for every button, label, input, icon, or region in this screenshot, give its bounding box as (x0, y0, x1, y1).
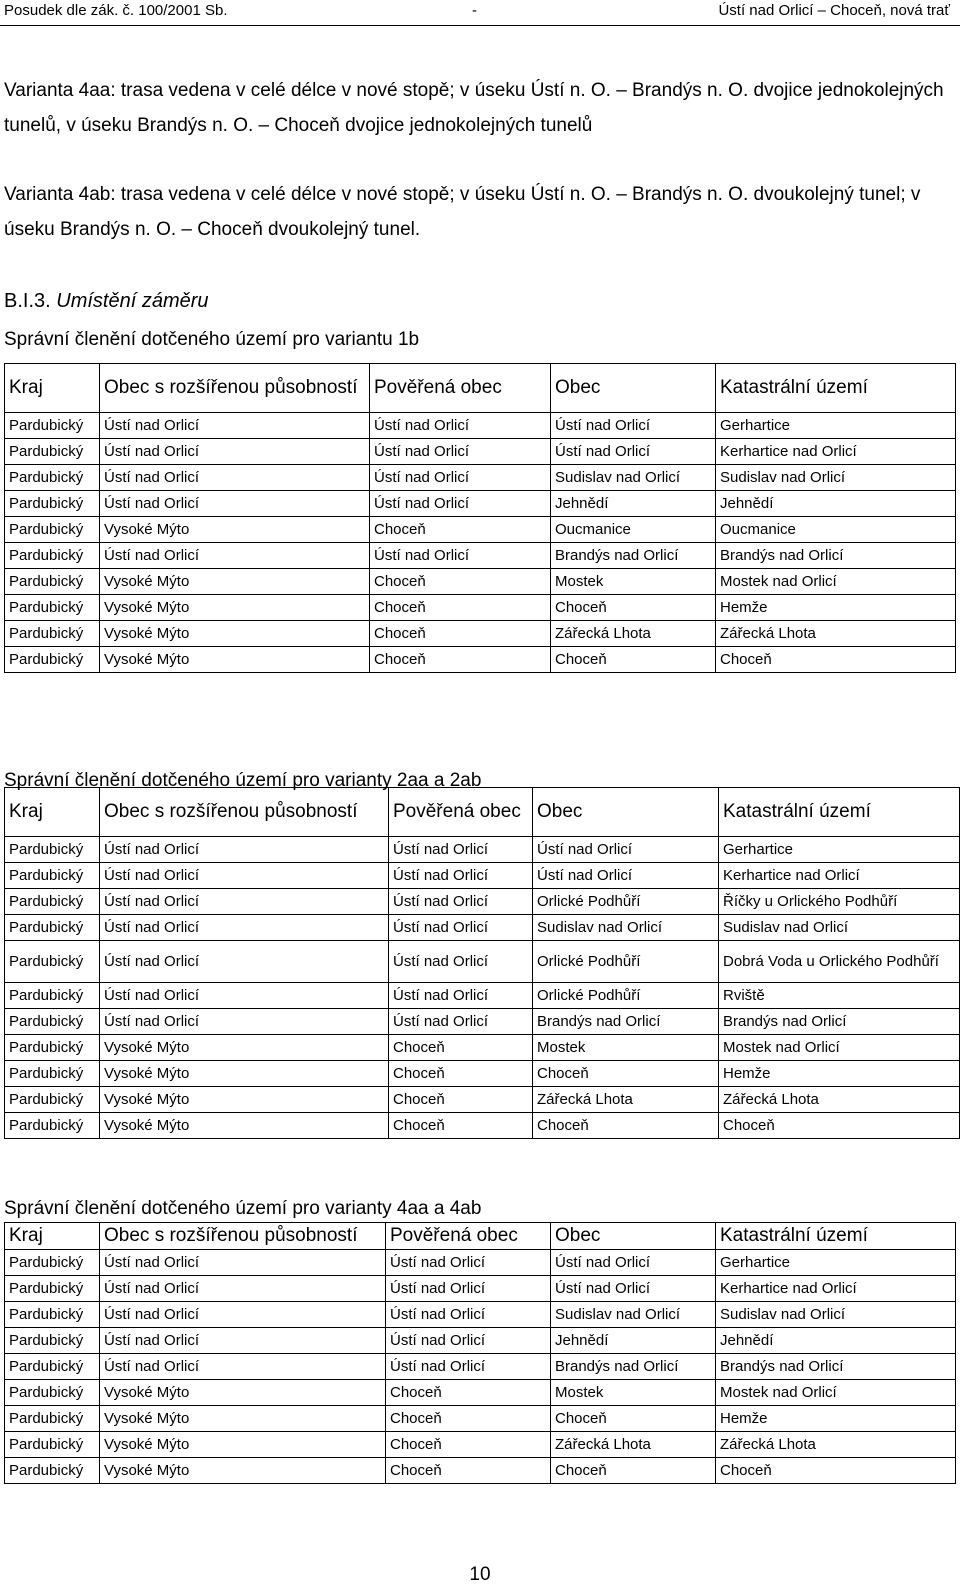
cell-obec: Ústí nad Orlicí (551, 439, 716, 465)
cell-orp: Vysoké Mýto (100, 1380, 386, 1406)
table-row (5, 1354, 956, 1380)
cell-katastralni-uzemi: Říčky u Orlického Podhůří (719, 889, 960, 915)
cell-kraj: Pardubický (5, 1328, 100, 1354)
cell-kraj: Pardubický (5, 1009, 100, 1035)
table-variant-1b (4, 363, 956, 673)
cell-poverena-obec: Ústí nad Orlicí (386, 1276, 551, 1302)
table-caption-1b: Správní členění dotčeného území pro variantu 1b (4, 329, 420, 350)
column-header-katastralni-uzemi: Katastrální území (716, 1223, 956, 1250)
table-row (5, 1113, 960, 1139)
cell-obec: Zářecká Lhota (533, 1087, 719, 1113)
cell-kraj: Pardubický (5, 1458, 100, 1484)
table-row (5, 983, 960, 1009)
cell-kraj: Pardubický (5, 863, 100, 889)
table-row (5, 1035, 960, 1061)
cell-obec: Sudislav nad Orlicí (533, 915, 719, 941)
cell-kraj: Pardubický (5, 569, 100, 595)
cell-katastralni-uzemi: Hemže (716, 595, 956, 621)
table-row (5, 1458, 956, 1484)
cell-orp: Ústí nad Orlicí (100, 1302, 386, 1328)
cell-orp: Ústí nad Orlicí (100, 915, 389, 941)
cell-obec: Brandýs nad Orlicí (533, 1009, 719, 1035)
column-header-poverena-obec: Pověřená obec (386, 1223, 551, 1250)
cell-poverena-obec: Ústí nad Orlicí (370, 543, 551, 569)
table-row (5, 1061, 960, 1087)
cell-obec: Orlické Podhůří (533, 983, 719, 1009)
cell-poverena-obec: Choceň (370, 517, 551, 543)
cell-orp: Ústí nad Orlicí (100, 889, 389, 915)
cell-kraj: Pardubický (5, 1061, 100, 1087)
cell-poverena-obec: Choceň (370, 647, 551, 673)
cell-kraj: Pardubický (5, 889, 100, 915)
cell-orp: Vysoké Mýto (100, 1061, 389, 1087)
cell-katastralni-uzemi: Brandýs nad Orlicí (719, 1009, 960, 1035)
cell-poverena-obec: Choceň (370, 621, 551, 647)
cell-poverena-obec: Ústí nad Orlicí (386, 1328, 551, 1354)
paragraph-variant-4aa: Varianta 4aa: trasa vedena v celé délce v nové stopě; v úseku Ústí n. O. – Brandýs n. O. dvojice jednokolejných tunelů, v úseku Brandýs n. O. – Choceň dvojice jednokolejných tunelů (4, 80, 944, 136)
cell-poverena-obec: Choceň (386, 1380, 551, 1406)
table-caption-4aa-4ab: Správní členění dotčeného území pro varianty 4aa a 4ab (4, 1198, 482, 1219)
table-row (5, 1087, 960, 1113)
cell-orp: Ústí nad Orlicí (100, 1354, 386, 1380)
cell-obec: Ústí nad Orlicí (533, 863, 719, 889)
section-number: B.I.3. (4, 290, 51, 312)
table-header-row (5, 364, 956, 413)
cell-katastralni-uzemi: Jehnědí (716, 1328, 956, 1354)
section-heading (4, 288, 209, 314)
cell-orp: Vysoké Mýto (100, 517, 370, 543)
table-row (5, 1380, 956, 1406)
cell-orp: Vysoké Mýto (100, 1432, 386, 1458)
cell-orp: Ústí nad Orlicí (100, 543, 370, 569)
cell-katastralni-uzemi: Zářecká Lhota (719, 1087, 960, 1113)
cell-kraj: Pardubický (5, 621, 100, 647)
cell-kraj: Pardubický (5, 413, 100, 439)
cell-orp: Vysoké Mýto (100, 621, 370, 647)
cell-obec: Oucmanice (551, 517, 716, 543)
cell-kraj: Pardubický (5, 941, 100, 983)
cell-poverena-obec: Choceň (386, 1406, 551, 1432)
cell-orp: Ústí nad Orlicí (100, 863, 389, 889)
header-project-title: Ústí nad Orlicí – Choceň, nová trať (718, 2, 950, 19)
table-header-row (5, 1223, 956, 1250)
cell-katastralni-uzemi: Rviště (719, 983, 960, 1009)
cell-poverena-obec: Ústí nad Orlicí (370, 465, 551, 491)
paragraph-variant-4ab: Varianta 4ab: trasa vedena v celé délce v nové stopě; v úseku Ústí n. O. – Brandýs n. O. dvoukolejný tunel; v úseku Brandýs n. O. – Choceň dvoukolejný tunel. (4, 184, 921, 240)
cell-kraj: Pardubický (5, 915, 100, 941)
cell-katastralni-uzemi: Choceň (719, 1113, 960, 1139)
page-header (0, 0, 960, 26)
table-row (5, 491, 956, 517)
page-number: 10 (469, 1564, 491, 1585)
cell-katastralni-uzemi: Zářecká Lhota (716, 621, 956, 647)
table-row (5, 941, 960, 983)
table-row (5, 889, 960, 915)
cell-obec: Orlické Podhůří (533, 941, 719, 983)
table-row (5, 915, 960, 941)
header-rule (0, 25, 960, 26)
cell-obec: Jehnědí (551, 491, 716, 517)
cell-katastralni-uzemi: Brandýs nad Orlicí (716, 1354, 956, 1380)
cell-obec: Choceň (551, 1406, 716, 1432)
cell-obec: Choceň (551, 1458, 716, 1484)
cell-obec: Zářecká Lhota (551, 621, 716, 647)
cell-katastralni-uzemi: Hemže (716, 1406, 956, 1432)
table-row (5, 1276, 956, 1302)
table-row (5, 595, 956, 621)
cell-katastralni-uzemi: Brandýs nad Orlicí (716, 543, 956, 569)
cell-poverena-obec: Ústí nad Orlicí (389, 941, 533, 983)
cell-katastralni-uzemi: Oucmanice (716, 517, 956, 543)
cell-poverena-obec: Ústí nad Orlicí (389, 983, 533, 1009)
cell-poverena-obec: Ústí nad Orlicí (389, 1009, 533, 1035)
cell-katastralni-uzemi: Sudislav nad Orlicí (716, 1302, 956, 1328)
cell-orp: Ústí nad Orlicí (100, 983, 389, 1009)
cell-katastralni-uzemi: Jehnědí (716, 491, 956, 517)
cell-kraj: Pardubický (5, 465, 100, 491)
cell-poverena-obec: Choceň (386, 1432, 551, 1458)
cell-katastralni-uzemi: Gerhartice (716, 413, 956, 439)
cell-orp: Vysoké Mýto (100, 1035, 389, 1061)
section-title: Umístění záměru (56, 290, 209, 312)
cell-kraj: Pardubický (5, 543, 100, 569)
cell-poverena-obec: Ústí nad Orlicí (370, 491, 551, 517)
cell-kraj: Pardubický (5, 837, 100, 863)
cell-poverena-obec: Ústí nad Orlicí (370, 439, 551, 465)
cell-poverena-obec: Choceň (389, 1061, 533, 1087)
table-row (5, 647, 956, 673)
cell-kraj: Pardubický (5, 1035, 100, 1061)
table-row (5, 1302, 956, 1328)
cell-katastralni-uzemi: Gerhartice (719, 837, 960, 863)
cell-poverena-obec: Ústí nad Orlicí (386, 1250, 551, 1276)
cell-orp: Vysoké Mýto (100, 1113, 389, 1139)
table-row (5, 1250, 956, 1276)
cell-kraj: Pardubický (5, 1276, 100, 1302)
cell-obec: Choceň (551, 647, 716, 673)
cell-orp: Vysoké Mýto (100, 569, 370, 595)
cell-poverena-obec: Choceň (386, 1458, 551, 1484)
table-row (5, 517, 956, 543)
cell-poverena-obec: Choceň (389, 1035, 533, 1061)
cell-poverena-obec: Ústí nad Orlicí (370, 413, 551, 439)
column-header-obec: Obec (551, 364, 716, 413)
cell-kraj: Pardubický (5, 1250, 100, 1276)
cell-kraj: Pardubický (5, 647, 100, 673)
cell-orp: Vysoké Mýto (100, 647, 370, 673)
cell-orp: Ústí nad Orlicí (100, 413, 370, 439)
cell-obec: Mostek (551, 1380, 716, 1406)
cell-obec: Brandýs nad Orlicí (551, 1354, 716, 1380)
table-row (5, 621, 956, 647)
column-header-kraj: Kraj (5, 788, 100, 837)
column-header-orp: Obec s rozšířenou působností (100, 1223, 386, 1250)
cell-obec: Ústí nad Orlicí (533, 837, 719, 863)
cell-katastralni-uzemi: Dobrá Voda u Orlického Podhůří (719, 941, 960, 983)
cell-kraj: Pardubický (5, 1302, 100, 1328)
cell-obec: Ústí nad Orlicí (551, 1250, 716, 1276)
cell-kraj: Pardubický (5, 1087, 100, 1113)
column-header-kraj: Kraj (5, 364, 100, 413)
cell-poverena-obec: Choceň (389, 1087, 533, 1113)
cell-obec: Ústí nad Orlicí (551, 413, 716, 439)
column-header-orp: Obec s rozšířenou působností (100, 788, 389, 837)
cell-poverena-obec: Ústí nad Orlicí (389, 837, 533, 863)
cell-obec: Choceň (551, 595, 716, 621)
table-variant-4aa-4ab (4, 1222, 956, 1484)
cell-kraj: Pardubický (5, 1380, 100, 1406)
cell-katastralni-uzemi: Mostek nad Orlicí (716, 569, 956, 595)
column-header-katastralni-uzemi: Katastrální území (716, 364, 956, 413)
cell-obec: Ústí nad Orlicí (551, 1276, 716, 1302)
cell-poverena-obec: Ústí nad Orlicí (386, 1302, 551, 1328)
cell-katastralni-uzemi: Sudislav nad Orlicí (719, 915, 960, 941)
cell-orp: Ústí nad Orlicí (100, 465, 370, 491)
table-row (5, 543, 956, 569)
cell-orp: Ústí nad Orlicí (100, 941, 389, 983)
cell-orp: Ústí nad Orlicí (100, 1276, 386, 1302)
cell-kraj: Pardubický (5, 595, 100, 621)
cell-poverena-obec: Ústí nad Orlicí (389, 889, 533, 915)
table-header-row (5, 788, 960, 837)
table-row (5, 1328, 956, 1354)
table-row (5, 863, 960, 889)
cell-poverena-obec: Ústí nad Orlicí (389, 863, 533, 889)
cell-poverena-obec: Ústí nad Orlicí (386, 1354, 551, 1380)
header-law-reference: Posudek dle zák. č. 100/2001 Sb. (4, 2, 228, 19)
cell-obec: Choceň (533, 1061, 719, 1087)
cell-katastralni-uzemi: Kerhartice nad Orlicí (716, 1276, 956, 1302)
cell-obec: Mostek (551, 569, 716, 595)
cell-orp: Vysoké Mýto (100, 595, 370, 621)
table-row (5, 1432, 956, 1458)
table-caption-2aa-2ab: Správní členění dotčeného území pro varianty 2aa a 2ab (4, 770, 482, 791)
cell-katastralni-uzemi: Gerhartice (716, 1250, 956, 1276)
cell-poverena-obec: Choceň (370, 569, 551, 595)
column-header-katastralni-uzemi: Katastrální území (719, 788, 960, 837)
column-header-obec: Obec (533, 788, 719, 837)
table-row (5, 837, 960, 863)
cell-obec: Mostek (533, 1035, 719, 1061)
table-row (5, 1406, 956, 1432)
cell-kraj: Pardubický (5, 1432, 100, 1458)
cell-orp: Ústí nad Orlicí (100, 837, 389, 863)
cell-katastralni-uzemi: Choceň (716, 647, 956, 673)
cell-orp: Vysoké Mýto (100, 1458, 386, 1484)
cell-orp: Ústí nad Orlicí (100, 439, 370, 465)
cell-kraj: Pardubický (5, 1113, 100, 1139)
cell-orp: Ústí nad Orlicí (100, 1009, 389, 1035)
table-row (5, 569, 956, 595)
cell-orp: Ústí nad Orlicí (100, 1328, 386, 1354)
column-header-kraj: Kraj (5, 1223, 100, 1250)
cell-kraj: Pardubický (5, 1354, 100, 1380)
cell-orp: Vysoké Mýto (100, 1406, 386, 1432)
cell-katastralni-uzemi: Kerhartice nad Orlicí (716, 439, 956, 465)
cell-katastralni-uzemi: Hemže (719, 1061, 960, 1087)
cell-obec: Brandýs nad Orlicí (551, 543, 716, 569)
cell-kraj: Pardubický (5, 439, 100, 465)
table-row (5, 439, 956, 465)
column-header-obec: Obec (551, 1223, 716, 1250)
column-header-orp: Obec s rozšířenou působností (100, 364, 370, 413)
cell-orp: Ústí nad Orlicí (100, 491, 370, 517)
cell-katastralni-uzemi: Kerhartice nad Orlicí (719, 863, 960, 889)
cell-orp: Vysoké Mýto (100, 1087, 389, 1113)
cell-poverena-obec: Choceň (370, 595, 551, 621)
table-row (5, 465, 956, 491)
header-separator: - (472, 2, 477, 19)
cell-obec: Sudislav nad Orlicí (551, 465, 716, 491)
cell-katastralni-uzemi: Choceň (716, 1458, 956, 1484)
cell-obec: Sudislav nad Orlicí (551, 1302, 716, 1328)
cell-kraj: Pardubický (5, 491, 100, 517)
cell-katastralni-uzemi: Zářecká Lhota (716, 1432, 956, 1458)
cell-kraj: Pardubický (5, 517, 100, 543)
cell-orp: Ústí nad Orlicí (100, 1250, 386, 1276)
cell-obec: Choceň (533, 1113, 719, 1139)
column-header-poverena-obec: Pověřená obec (370, 364, 551, 413)
cell-katastralni-uzemi: Mostek nad Orlicí (716, 1380, 956, 1406)
cell-katastralni-uzemi: Mostek nad Orlicí (719, 1035, 960, 1061)
cell-poverena-obec: Choceň (389, 1113, 533, 1139)
table-variant-2aa-2ab (4, 787, 960, 1139)
cell-poverena-obec: Ústí nad Orlicí (389, 915, 533, 941)
cell-obec: Jehnědí (551, 1328, 716, 1354)
column-header-poverena-obec: Pověřená obec (389, 788, 533, 837)
table-row (5, 413, 956, 439)
cell-obec: Orlické Podhůří (533, 889, 719, 915)
cell-kraj: Pardubický (5, 1406, 100, 1432)
cell-kraj: Pardubický (5, 983, 100, 1009)
cell-katastralni-uzemi: Sudislav nad Orlicí (716, 465, 956, 491)
cell-obec: Zářecká Lhota (551, 1432, 716, 1458)
table-row (5, 1009, 960, 1035)
